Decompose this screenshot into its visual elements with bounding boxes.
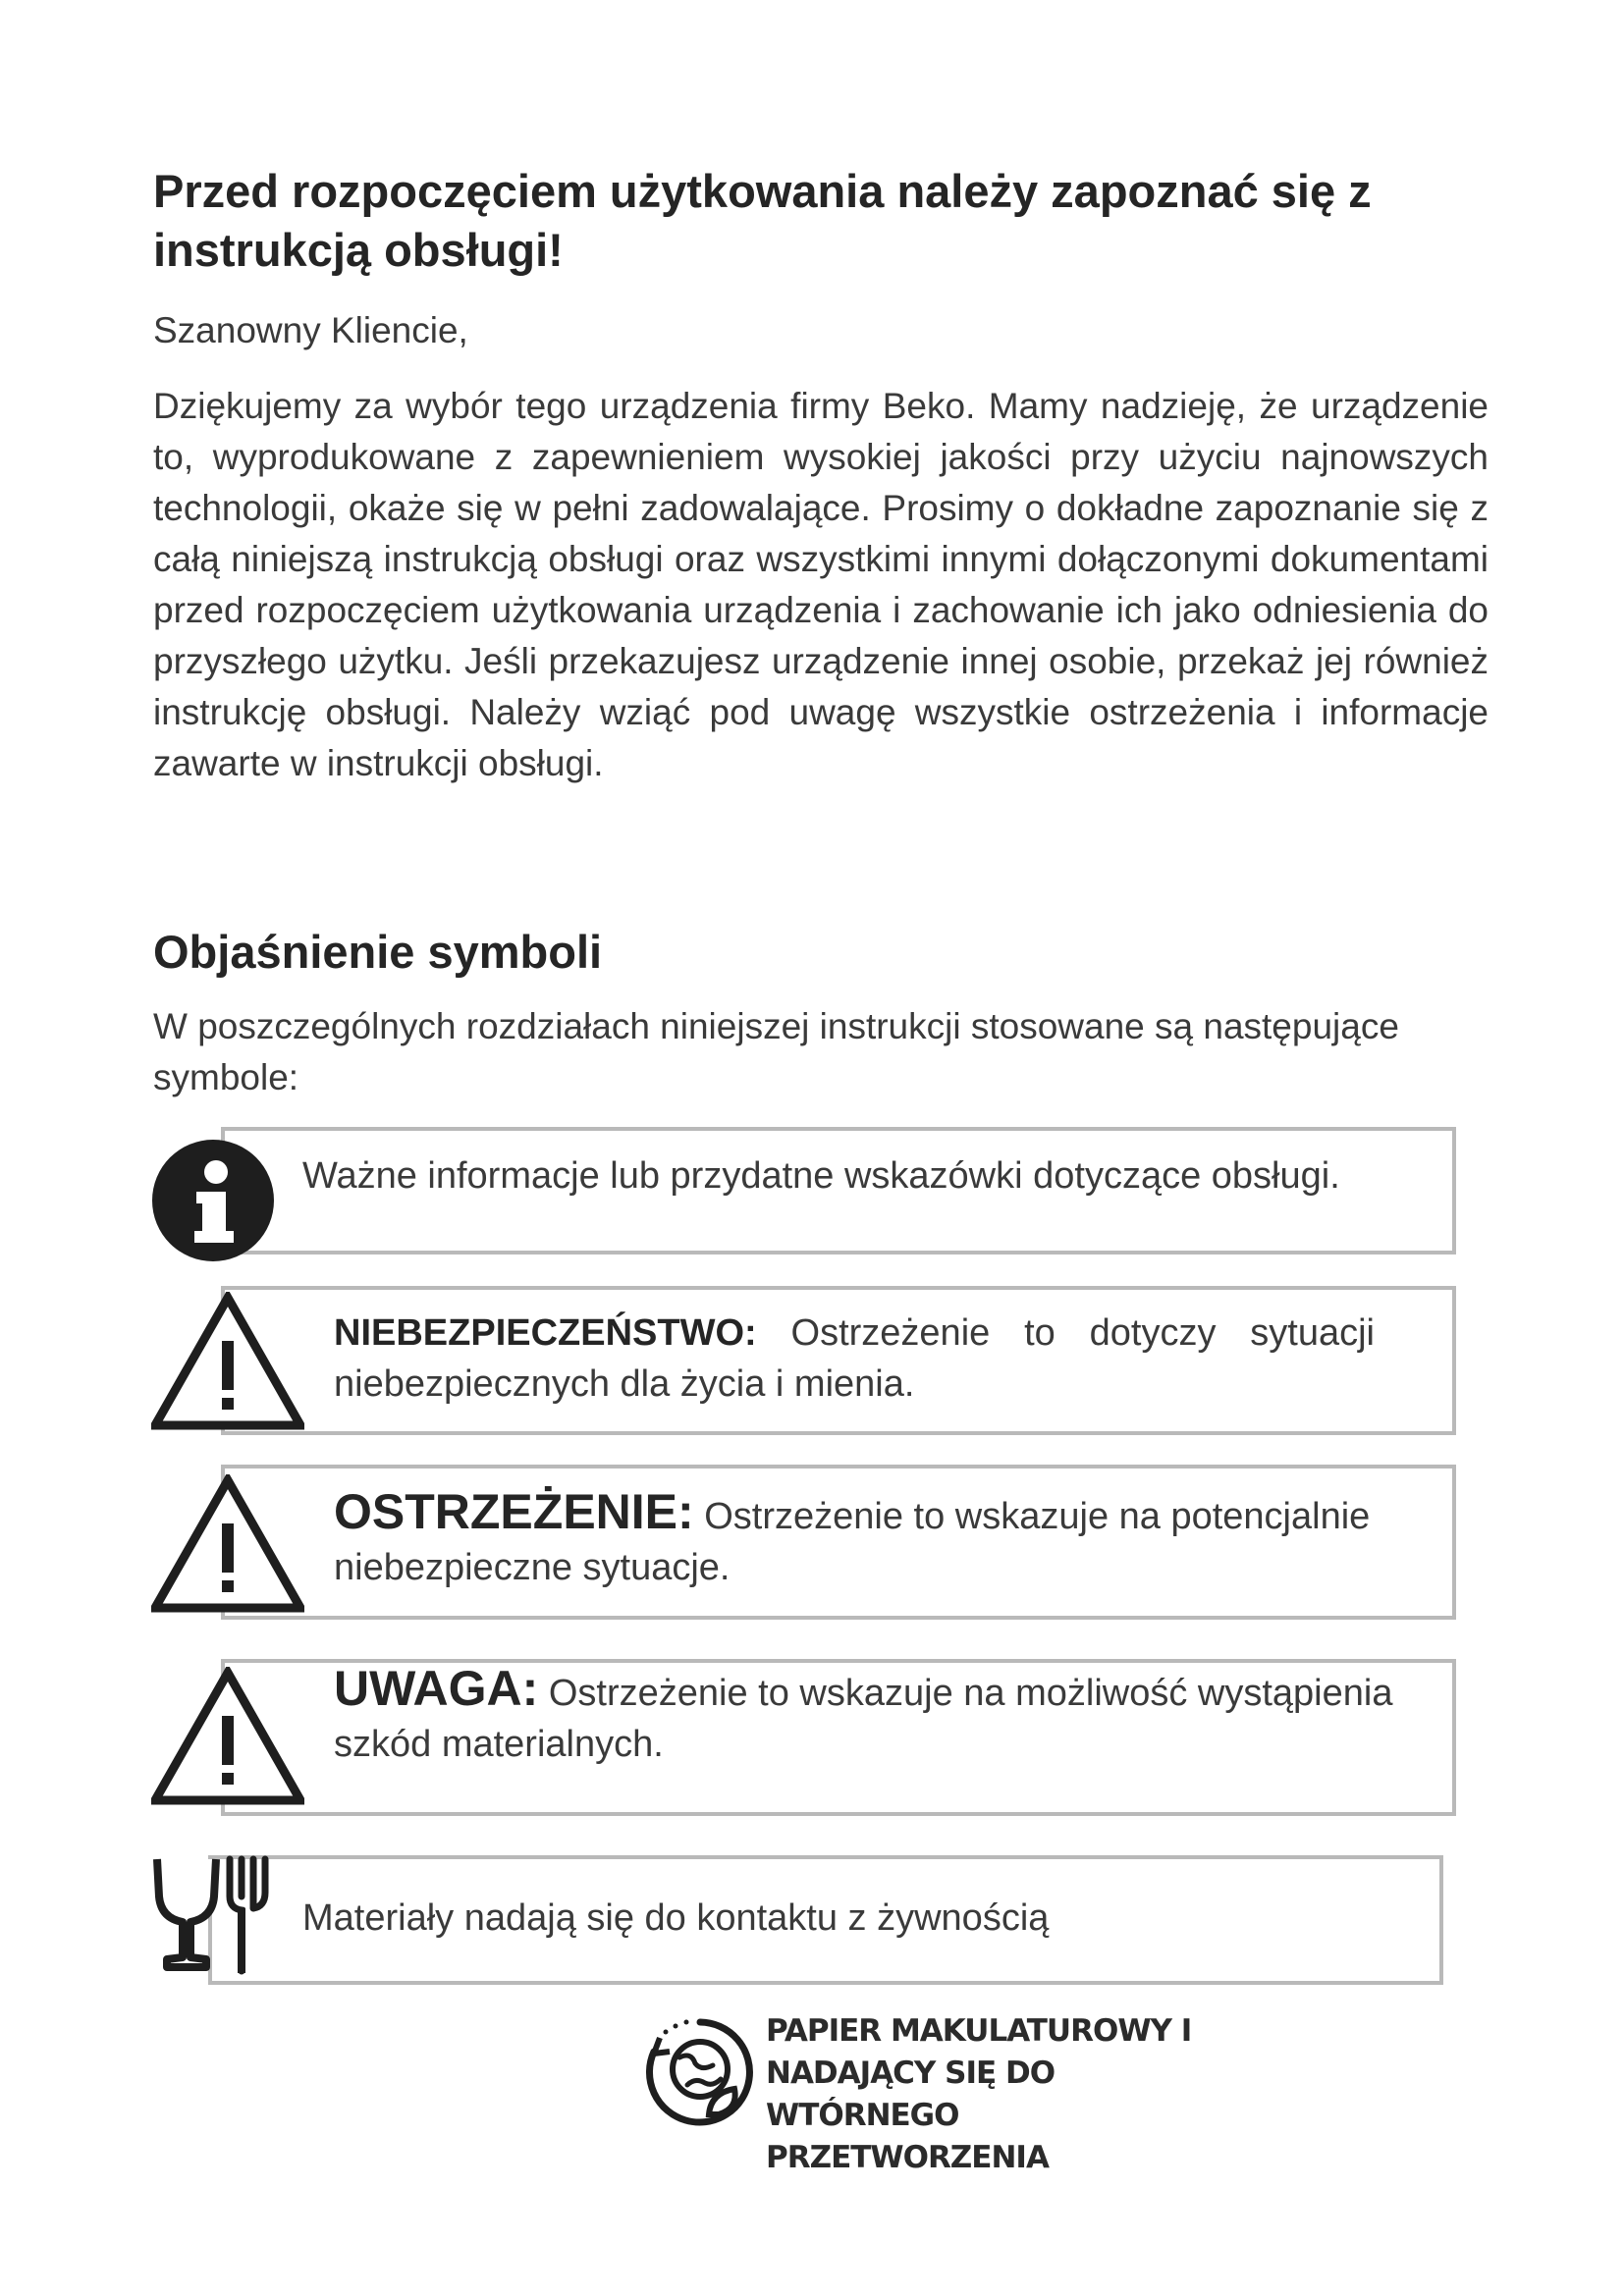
page-title: Przed rozpoczęciem użytkowania należy zapoznać się z instrukcją obsługi! <box>153 165 1372 276</box>
symbols-section-title: Objaśnienie symboli <box>153 926 603 978</box>
warning-triangle-icon <box>151 1292 304 1431</box>
caution-label: UWAGA: <box>334 1661 539 1716</box>
glass-fork-icon <box>149 1853 273 1977</box>
warning-triangle-icon <box>151 1667 304 1806</box>
symbol-text-warning: OSTRZEŻENIE: Ostrzeżenie to wskazuje na potencjalnie niebezpieczne sytuacje. <box>334 1484 1371 1588</box>
symbol-text-danger: NIEBEZPIECZEŃSTWO: Ostrzeżenie to dotyczy sytuacji niebezpiecznych dla życia i mienia. <box>334 1312 1375 1405</box>
symbol-text-food-contact: Materiały nadają się do kontaktu z żywnością <box>302 1897 1050 1939</box>
danger-label: NIEBEZPIECZEŃSTWO: <box>334 1312 757 1354</box>
warning-triangle-icon <box>151 1474 304 1614</box>
symbol-text-caution: UWAGA: Ostrzeżenie to wskazuje na możliwość wystąpienia szkód materialnych. <box>334 1661 1393 1765</box>
recycled-paper-icon <box>640 2012 760 2132</box>
info-icon <box>151 1139 275 1262</box>
symbol-text-info: Ważne informacje lub przydatne wskazówki dotyczące obsługi. <box>302 1155 1340 1197</box>
recycled-paper-text: PAPIER MAKULATUROWY I NADAJĄCY SIĘ DO WTÓRNEGO PRZETWORZENIA <box>766 2013 1192 2175</box>
symbols-section-intro: W poszczególnych rozdziałach niniejszej instrukcji stosowane są następujące symbole: <box>153 1006 1399 1097</box>
warning-label: OSTRZEŻENIE: <box>334 1484 694 1539</box>
intro-paragraph: Dziękujemy za wybór tego urządzenia firmy Beko. Mamy nadzieję, że urządzenie to, wyprodukowane z zapewnieniem wysokiej jakości przy użyciu najnowszych technologii, okaże się w pełni zadowalające. Prosimy o dokładne zapoznanie się z całą niniejszą instrukcją obsługi oraz wszystkimi innymi dołączonymi dokumentami przed rozpoczęciem użytkowania urządzenia i zachowanie ich jako odniesienia do przyszłego użytku. Jeśli przekazujesz urządzenie innej osobie, przekaż jej również instrukcję obsługi. Należy wziąć pod uwagę wszystkie ostrzeżenia i informacje zawarte w instrukcji obsługi. <box>153 386 1489 783</box>
greeting: Szanowny Kliencie, <box>153 310 468 350</box>
